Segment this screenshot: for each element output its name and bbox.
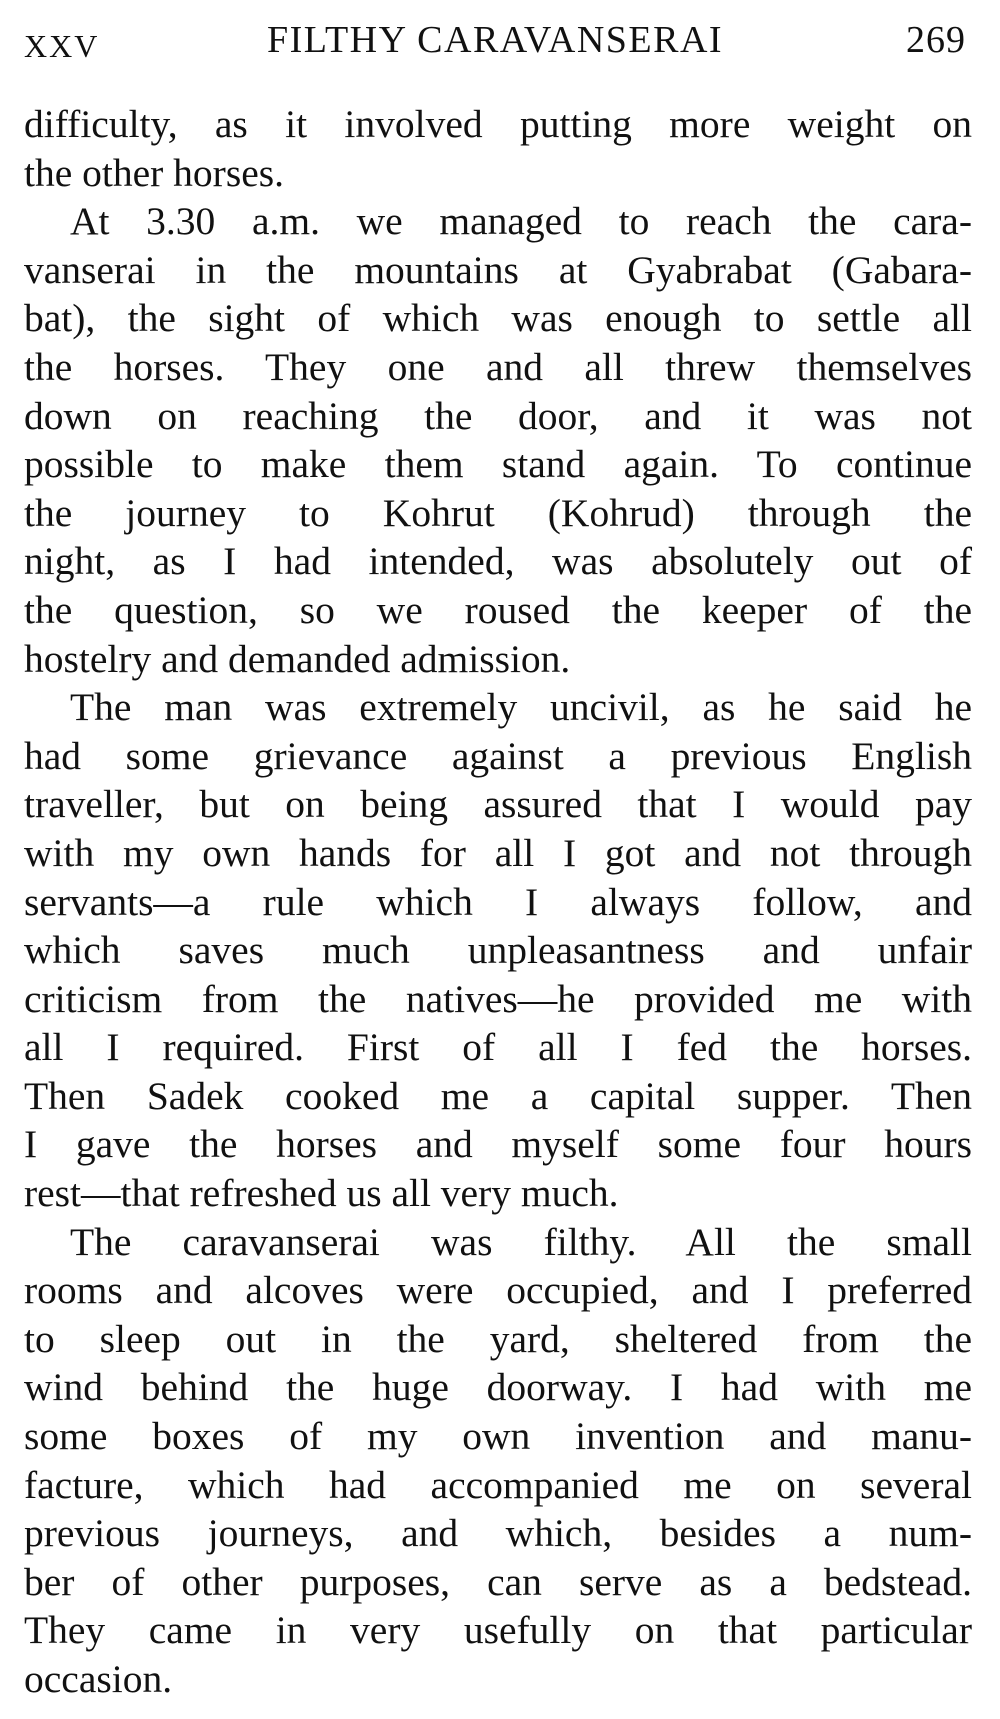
text-line: ber of other purposes, can serve as a bedstead. xyxy=(24,1559,972,1604)
text-line: wind behind the huge doorway. I had with me xyxy=(24,1365,972,1410)
text-line: the journey to Kohrut (Kohrud) through the xyxy=(24,490,972,535)
text-line: vanserai in the mountains at Gyabrabat (Gabara- xyxy=(24,247,972,292)
text-line: servants—a rule which I always follow, and xyxy=(24,879,972,924)
paragraph-first-line: The caravanserai was filthy. All the small xyxy=(70,1219,972,1264)
text-line: had some grievance against a previous English xyxy=(24,733,972,778)
text-line: Then Sadek cooked me a capital supper. Then xyxy=(24,1073,972,1118)
text-line: previous journeys, and which, besides a num- xyxy=(24,1511,972,1556)
text-line: They came in very usefully on that particular xyxy=(24,1608,972,1653)
text-line: traveller, but on being assured that I would pay xyxy=(24,782,972,827)
text-line: bat), the sight of which was enough to settle all xyxy=(24,296,972,341)
text-line: facture, which had accompanied me on several xyxy=(24,1462,972,1507)
paragraph-first-line: At 3.30 a.m. we managed to reach the cara- xyxy=(70,199,972,244)
running-head xyxy=(24,16,966,68)
text-line: occasion. xyxy=(24,1657,173,1701)
text-line: the question, so we roused the keeper of the xyxy=(24,587,972,632)
text-line: the other horses. xyxy=(24,150,284,195)
text-line: difficulty, as it involved putting more weight on xyxy=(24,102,972,146)
text-line: I gave the horses and myself some four hours xyxy=(24,1122,972,1167)
text-line: to sleep out in the yard, sheltered from the xyxy=(24,1316,972,1361)
text-line: rest—that refreshed us all very much. xyxy=(24,1171,619,1216)
chapter-number: XXV xyxy=(24,28,100,64)
text-line: the horses. They one and all threw themselves xyxy=(24,344,972,389)
text-line: rooms and alcoves were occupied, and I preferred xyxy=(24,1268,972,1313)
text-line: criticism from the natives—he provided me with xyxy=(24,976,972,1021)
running-title: FILTHY CARAVANSERAI xyxy=(266,19,724,61)
body-text xyxy=(24,100,972,1704)
text-line: with my own hands for all I got and not through xyxy=(24,830,972,875)
text-line: down on reaching the door, and it was not xyxy=(24,393,972,438)
text-line: all I required. First of all I fed the horses. xyxy=(24,1025,972,1070)
page-number: 269 xyxy=(906,19,966,61)
text-line: some boxes of my own invention and manu- xyxy=(24,1414,972,1459)
paragraph-first-line: The man was extremely uncivil, as he said he xyxy=(70,685,972,730)
text-line: hostelry and demanded admission. xyxy=(24,636,571,681)
text-line: which saves much unpleasantness and unfair xyxy=(24,928,972,973)
text-line: night, as I had intended, was absolutely out of xyxy=(24,539,972,584)
text-line: possible to make them stand again. To continue xyxy=(24,442,972,487)
